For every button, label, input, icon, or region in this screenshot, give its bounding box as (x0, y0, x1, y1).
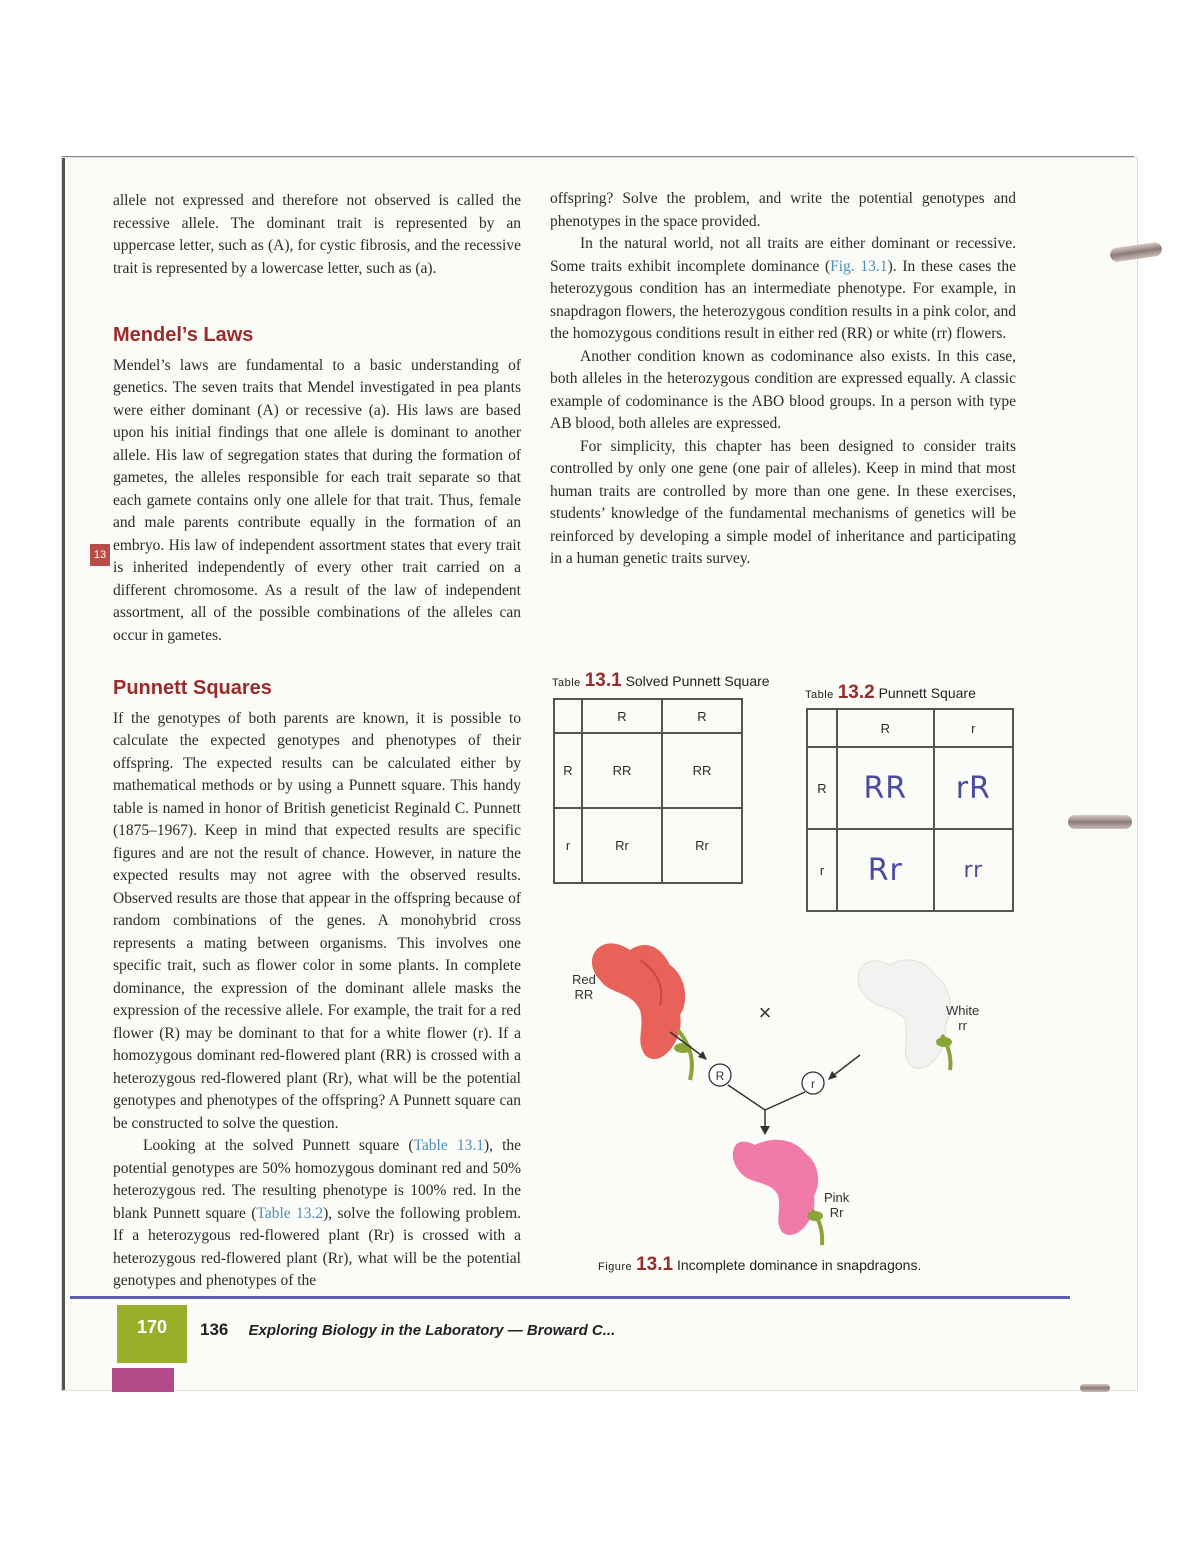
t1-cell: Rr (582, 808, 662, 883)
arrow-red-to-gamete (670, 1032, 705, 1058)
gamete-R-label: R (715, 1069, 725, 1083)
table-13-1-caption: Table 13.1 Solved Punnett Square (552, 670, 770, 691)
pink-label: Pink Rr (824, 1190, 850, 1220)
t1-cell: Rr (662, 808, 742, 883)
simplicity-paragraph: For simplicity, this chapter has been designed to consider traits controlled by only one gene (one pair of alleles). Keep in mind that most human traits are controlled by more than one gene. In these exercises, students’ knowledge of the fundamental mechanisms of genetics will be reinforced by developing a simple model of inheritance and participating in a human genetic traits survey. (550, 437, 1016, 567)
t2-col-header: r (934, 709, 1013, 747)
table-13-1-link[interactable]: Table 13.1 (413, 1137, 484, 1154)
t1-col-header: R (582, 699, 662, 733)
left-column (113, 190, 521, 1293)
book-title: Exploring Biology in the Laboratory (248, 1322, 504, 1339)
page-number-box: 170 (117, 1305, 187, 1363)
pink-flower-illustration (733, 1140, 823, 1245)
table-13-2-caption: Table 13.2 Punnett Square (805, 682, 976, 703)
t2-row-header: r (807, 829, 837, 911)
t2-handwritten-cell: RR (837, 747, 934, 829)
binder-ring-middle (1068, 815, 1132, 829)
footer-color-block (112, 1368, 174, 1392)
punnett-paragraph: If the genotypes of both parents are known, it is possible to calculate the expected genotypes and phenotypes of their offspring. The expected results can be calculated either by mathematical methods or by using a Punnett square. This handy table is named in honor of British geneticist Reginald C. Punnett (1875–1967). Keep in mind that expected results are specific figures and are not the result of chance. However, in nature the expected results may not agree with the observed results. Observed results are those that appear in the offspring because of random combinations of the genes. A monohybrid cross represents a mating between organisms. This involves one specific trait, such as flower color in some plants. In complete dominance, the expression of the dominant allele masks the expression of the recessive allele. For example, the trait for a red flower (R) may be dominant to that for a white flower (r). If a homozygous dominant red-flowered plant (RR) is crossed with a heterozygous red-flowered plant (Rr), what will be the potential genotypes and phenotypes of the offspring? A Punnett square can be constructed to solve the question. (113, 709, 521, 1132)
right-column (550, 188, 1016, 571)
looking-paragraph: Looking at the solved Punnett square (Table 13.1), the potential genotypes are 50% homozygous dominant red and 50% heterozygous red. The resulting phenotype is 100% red. In the blank Punnett square (Table 13.2), solve the following problem. If a heterozygous red-flowered plant (Rr) is crossed with a heterozygous red-flowered plant (Rr), what will be the potential genotypes and phenotypes of the (113, 1137, 521, 1289)
binder-ring-bottom (1080, 1384, 1110, 1392)
incomplete-dominance-paragraph: In the natural world, not all traits are either dominant or recessive. Some traits exhibit incomplete dominance (Fig. 13.1). In these cases the heterozygous condition has an intermediate phenotype. For example, in snapdragon flowers, the heterozygous condition results in a pink color, and the homozygous conditions result in either red (RR) or white (rr) flowers. (550, 235, 1016, 342)
red-flower-illustration (592, 943, 692, 1080)
mendel-paragraph: Mendel’s laws are fundamental to a basic understanding of genetics. The seven traits that Mendel investigated in pea plants were either dominant (A) or recessive (a). His laws are based upon his initial findings that one allele is dominant to another allele. His law of segregation states that during the formation of gametes, the alleles responsible for each trait separate so that each gamete contains only one allele for that trait. Thus, female and male parents contribute equally in the formation of an embryo. His law of independent assortment states that every trait is inherited independently of every other trait carried on a different chromosome. As a result of the law of independent assortment, all of the possible combinations of the alleles can occur in gametes. (113, 356, 521, 644)
intro-paragraph: allele not expressed and therefore not observed is called the recessive allele. The dominant trait is represented by an uppercase letter, such as (A), for cystic fibrosis, and the recessive trait is represented by a lowercase letter, such as (a). (113, 192, 521, 277)
footer (200, 1320, 615, 1340)
t1-row-header: R (554, 733, 582, 808)
red-label: Red RR (572, 972, 596, 1002)
t2-handwritten-cell: rr (934, 829, 1013, 911)
t1-row-header: r (554, 808, 582, 883)
white-label: White rr (946, 1003, 980, 1033)
table-13-2-link[interactable]: Table 13.2 (256, 1204, 324, 1222)
mendel-heading: Mendel’s Laws (113, 324, 254, 346)
footer-rule (70, 1296, 1070, 1299)
table-13-2 (806, 708, 1014, 912)
t1-cell: RR (662, 733, 742, 808)
snapdragon-figure (560, 920, 1010, 1250)
table-13-1 (553, 698, 743, 884)
t2-handwritten-cell: Rr (837, 829, 934, 911)
cross-symbol: × (758, 1000, 772, 1025)
codominance-paragraph: Another condition known as codominance also exists. In this case, both alleles in the heterozygous condition are expressed equally. A classic example of codominance is the ABO blood groups. In a person with type AB blood, both alleles are expressed. (550, 347, 1016, 432)
offspring-paragraph: offspring? Solve the problem, and write the potential genotypes and phenotypes in the space provided. (550, 190, 1016, 230)
gamete-r-label: r (811, 1077, 815, 1091)
t1-col-header: R (662, 699, 742, 733)
page-number: 136 (200, 1320, 229, 1339)
t2-handwritten-cell: rR (934, 747, 1013, 829)
publisher: — Broward C... (507, 1322, 616, 1339)
white-flower-illustration (858, 960, 952, 1070)
chapter-tab: 13 (90, 544, 110, 566)
figure-13-1-caption: Figure 13.1 Incomplete dominance in snapdragons. (598, 1254, 922, 1275)
t2-col-header: R (837, 709, 934, 747)
t2-row-header: R (807, 747, 837, 829)
punnett-heading: Punnett Squares (113, 677, 272, 699)
t1-cell: RR (582, 733, 662, 808)
fig-13-1-link[interactable]: Fig. 13.1 (830, 257, 888, 275)
